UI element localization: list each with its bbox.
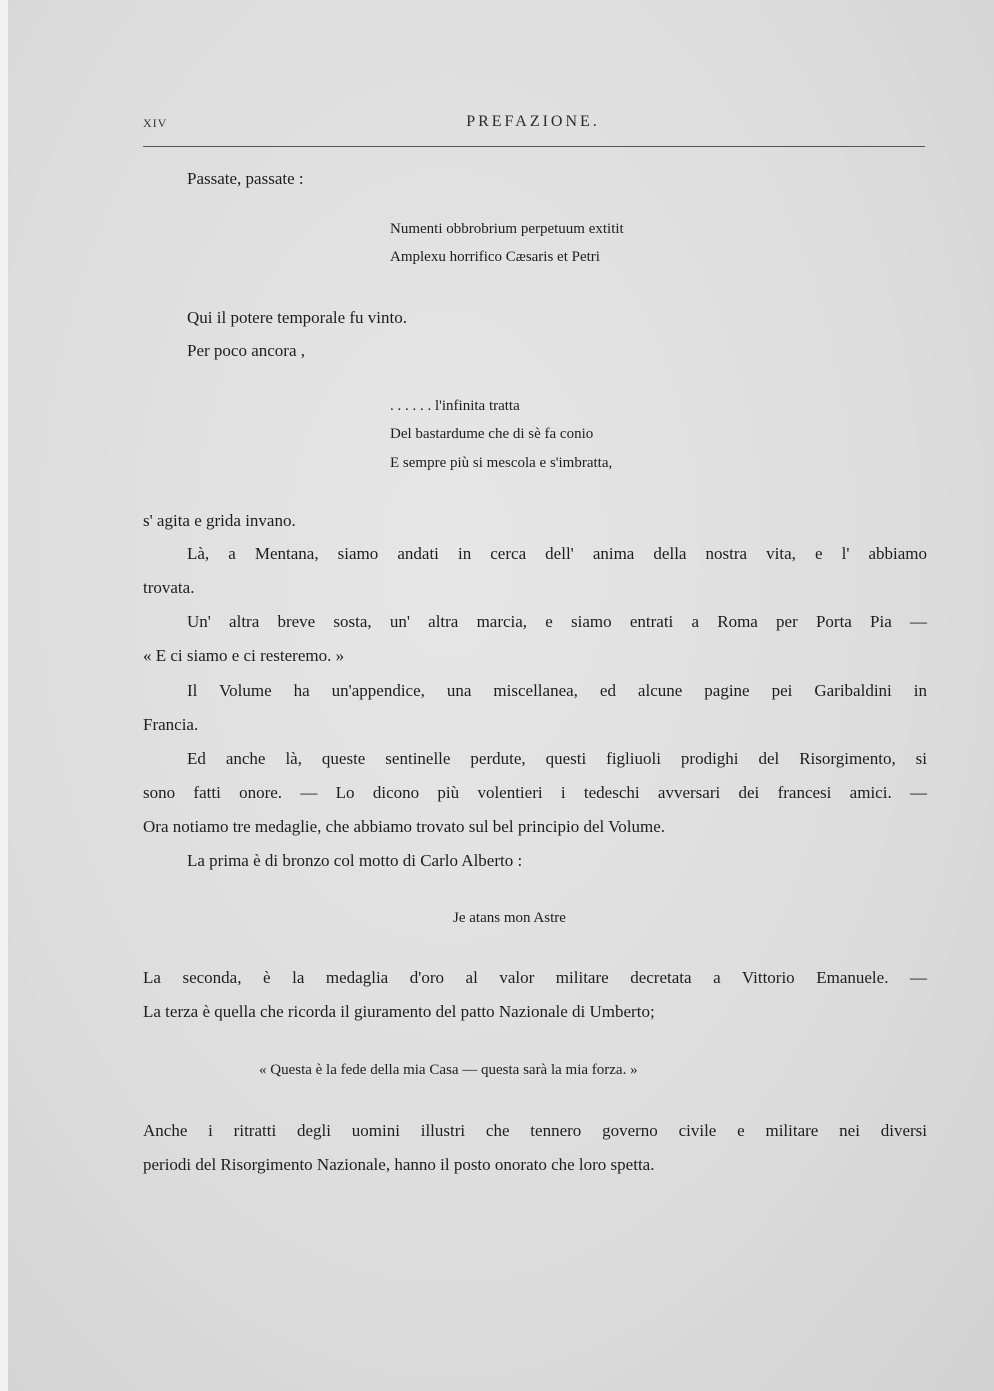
text-line: Ora notiamo tre medaglie, che abbiamo trovato sul bel principio del Volume. [143,817,665,836]
text-line: La terza è quella che ricorda il giuramento del patto Nazionale di Umberto; [143,1002,655,1021]
verse-line: E sempre più si mescola e s'imbratta, [390,455,613,471]
text-line: La prima è di bronzo col motto di Carlo Alberto : [187,851,523,870]
header-rule [143,146,925,147]
motto-line: « Questa è la fede della mia Casa — questa sarà la mia forza. » [259,1062,638,1078]
text-line: Anche i ritratti degli uomini illustri che tennero governo civile e militare nei diversi [143,1121,927,1140]
text-line: Ed anche là, queste sentinelle perdute, questi figliuoli prodighi del Risorgimento, si [187,749,927,768]
text-line: Il Volume ha un'appendice, una miscellanea, ed alcune pagine pei Garibaldini in [187,681,927,700]
text-line: periodi del Risorgimento Nazionale, hanno il posto onorato che loro spetta. [143,1155,655,1174]
verse-line: Amplexu horrifico Cæsaris et Petri [390,249,600,265]
text-line: Francia. [143,715,199,734]
text-line: Un' altra breve sosta, un' altra marcia, e siamo entrati a Roma per Porta Pia — [187,612,927,631]
text-line: sono fatti onore. — Lo dicono più volentieri i tedeschi avversari dei francesi amici. — [143,783,927,802]
text-line: s' agita e grida invano. [143,511,296,530]
verse-line: . . . . . . l'infinita tratta [390,398,520,414]
page-header [143,113,923,140]
verse-line: Del bastardume che di sè fa conio [390,426,594,442]
motto-line: Je atans mon Astre [453,910,566,926]
text-line: Là, a Mentana, siamo andati in cerca dell' anima della nostra vita, e l' abbiamo [187,544,927,563]
text-line: « E ci siamo e ci resteremo. » [143,646,345,665]
page-number: XIV [143,116,168,130]
text-line: Passate, passate : [187,169,304,188]
verse-line: Numenti obbrobrium perpetuum extitit [390,221,624,237]
text-line: La seconda, è la medaglia d'oro al valor militare decretata a Vittorio Emanuele. — [143,968,927,987]
running-title: PREFAZIONE. [466,113,600,130]
text-line: Qui il potere temporale fu vinto. [187,308,407,327]
text-line: trovata. [143,578,195,597]
text-line: Per poco ancora , [187,341,306,360]
